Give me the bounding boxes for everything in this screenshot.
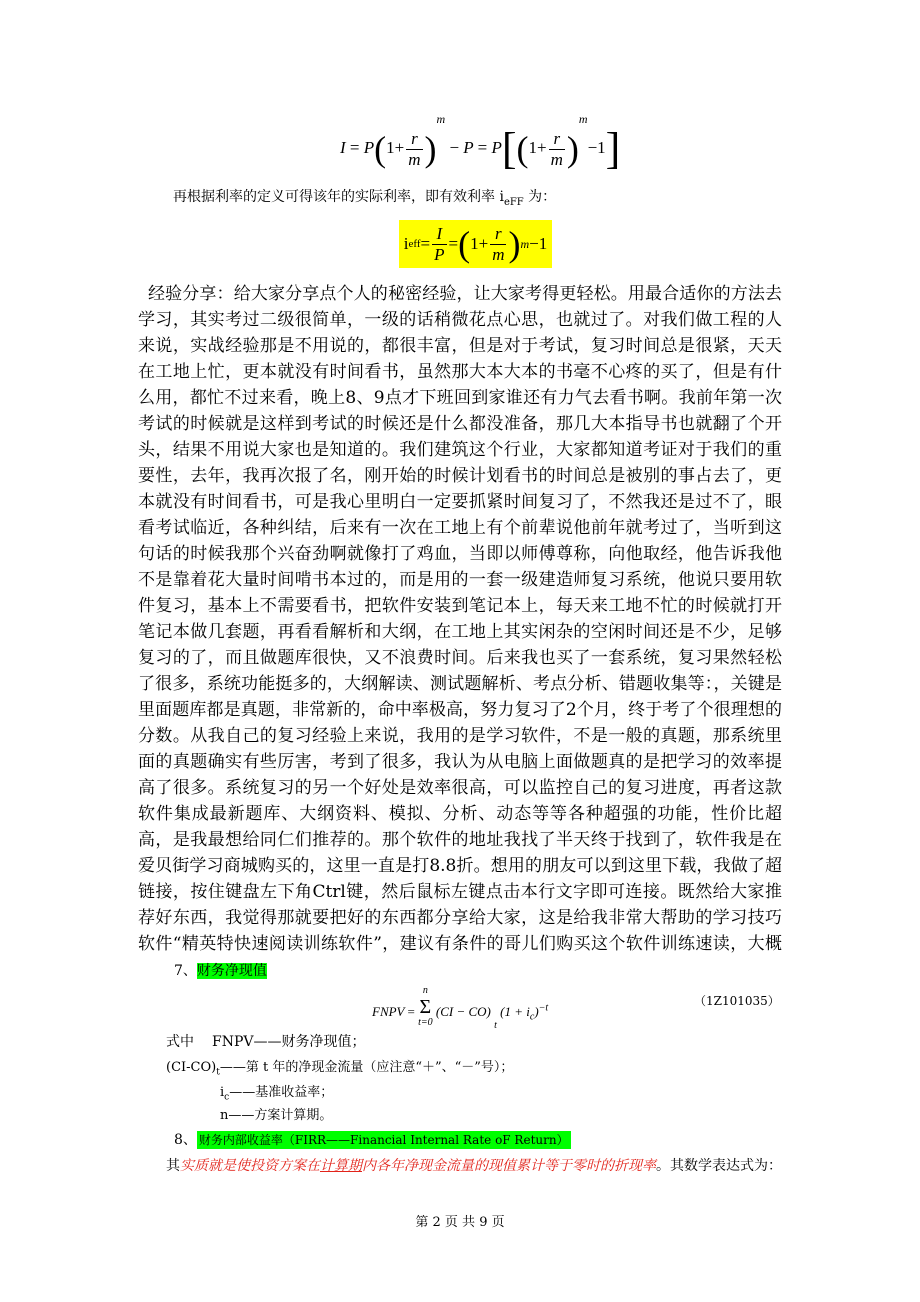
definition-text: FNPV——财务净现值； [212, 1034, 366, 1050]
formula-symbol-p: P [363, 138, 375, 157]
firr-red-text: 内各年净现金流量的现值累计等于零时的折现率 [362, 1158, 656, 1174]
formula-fraction-numerator: r [406, 129, 422, 150]
formula-symbol-fnpv: FNPV [372, 1003, 405, 1019]
firr-red-underlined: 计算期 [320, 1158, 362, 1174]
formula-minus: − [449, 138, 460, 157]
formula-plus: + [537, 138, 547, 157]
firr-end: 。其数学表达式为： [656, 1158, 782, 1174]
formula-symbol-p: P [463, 138, 474, 157]
formula-fraction-denominator: m [550, 149, 563, 169]
interest-formula: I = P(1+ $\frac{r}{m}$ )$^m$ − P = P[(1+ $\frac{r}{m}$ )$^m$−1] [340, 112, 621, 174]
formula-cash-flow: (CI − CO) [435, 1003, 491, 1019]
formula-exponent: m [578, 112, 588, 126]
formula-equals: = [477, 138, 488, 157]
formula-equals: = [420, 234, 431, 253]
formula-plus: + [394, 138, 405, 157]
intro-end: 为： [523, 189, 557, 205]
definition-symbol: (CI-CO) [166, 1060, 217, 1075]
definition-cash-flow [166, 1056, 513, 1078]
formula-subscript-c: c [529, 1011, 535, 1023]
definition-text: ——第 t 年的净现金流量（应注意“＋”、“－”号）； [219, 1060, 514, 1075]
formula-one: 1 [528, 138, 538, 157]
formula-minus-one: −1 [587, 138, 606, 157]
formula-fraction-denominator: m [408, 149, 421, 169]
experience-paragraph: 经验分享：给大家分享点个人的秘密经验，让大家考得更轻松。用最合适你的方法去学习，其实考过二级很简单，一级的话稍微花点心思，也就过了。对我们做工程的人来说，实战经验那是不用说的，都很丰富，但是对于考试，复习时间总是很紧，天天在工地上忙，更本就没有时间看书，虽然那大本大本的书毫不心疼的买了，但是有什么用，都忙不过来看，晚上8、9点才下班回到家谁还有力气去看书啊。我前年第一次考试的时候就是这样到考试的时候还是什么都没准备，那几大本指导书也就翻了个开头，结果不用说大家也是知道的。我们建筑这个行业，大家都知道考证对于我们的重要性，去年，我再次报了名，刚开始的时候计划看书的时间总是被别的事占去了，更本就没有时间看书，可是我心里明白一定要抓紧时间复习了，不然我还是过不了，眼看考试临近，各种纠结，后来有一次在工地上有个前辈说他前年就考过了，当听到这句话的时候我那个兴奋劲啊就像打了鸡血，当即以师傅尊称，向他取经，他告诉我他不是靠着花大量时间啃书本过的，而是用的一套一级建造师复习系统，他说只要用软件复习，基本上不需要看书，把软件安装到笔记本上，每天来工地不忙的时候就打开笔记本做几套题，再看看解析和大纲，在工地上其实闲杂的空闲时间还是不少，足够复习的了，而且做题库很快，又不浪费时间。后来我也买了一套系统，复习果然轻松了很多，系统功能挺多的，大纲解读、测试题解析、考点分析、错题收集等：，关键是里面题库都是真题，非常新的，命中率极高，努力复习了2个月，终于考了个很理想的分数。从我自己的复习经验上来说，我用的是学习软件，不是一般的真题，那系统里面的真题确实有些厉害，考到了很多，我认为从电脑上面做题真的是把学习的效率提高了很多。系统复习的另一个好处是效率很高，可以监控自己的复习进度，再者这款软件集成最新题库、大纲资料、模拟、分析、动态等等各种超强的功能，性价比超高，是我最想给同仁们推荐的。那个软件的地址我找了半天终于找到了，软件我是在爱贝街学习商城购买的，这里一直是打8.8折。想用的朋友可以到这里下载，我做了超链接，按住键盘左下角Ctrl键，然后鼠标左键点击本行文字即可连接。既然给大家推荐好东西，我觉得那就要把好的东西都分享给大家，这是给我非常大帮助的学习技巧软件“精英特快速阅读训练软件”，建议有条件的哥儿们购买这个软件训练速读，大概 [138, 284, 782, 953]
formula-exponent: m [520, 236, 530, 251]
formula-paren-close: ) [534, 1003, 539, 1019]
definition-ic [220, 1081, 333, 1103]
definition-text: n——方案计算期。 [220, 1108, 333, 1123]
formula-equals: = [349, 138, 360, 157]
formula-one: 1 [470, 234, 479, 253]
formula-fraction-denominator: P [434, 244, 445, 264]
firr-red-text: 实质就是使投资方案在 [180, 1158, 320, 1174]
formula-equals: = [407, 1003, 415, 1019]
section-title: 财务净现值 [196, 963, 267, 979]
fnpv-formula [372, 985, 549, 1031]
intro-line [173, 186, 556, 208]
formula-fraction-numerator: I [432, 224, 446, 245]
formula-exponent: m [436, 112, 446, 126]
definition-fnpv [166, 1031, 366, 1051]
definition-lead: 式中 [166, 1034, 194, 1050]
section-number: 8、 [174, 1132, 197, 1148]
sum-upper-limit: n [422, 985, 428, 996]
intro-subscript: eFF [503, 196, 524, 208]
definition-subscript: c [224, 1092, 230, 1103]
section-number: 7、 [174, 963, 197, 979]
formula-subscript-t: t [494, 1019, 497, 1031]
definition-text: ——基准收益率； [229, 1085, 334, 1100]
definition-subscript: t [216, 1067, 220, 1078]
formula-fraction-denominator: m [492, 244, 505, 264]
formula-symbol-p: P [491, 138, 502, 157]
firr-start: 其 [166, 1158, 180, 1174]
definition-n [220, 1104, 332, 1123]
formula-subscript-eff: eff [408, 238, 421, 250]
formula-equals: = [448, 234, 459, 253]
formula-symbol-i: i [403, 234, 409, 253]
definition-symbol: i [220, 1085, 225, 1100]
formula-minus-one: −1 [529, 234, 548, 253]
formula-one: 1 [386, 138, 395, 157]
page-footer: 第 2 页 共 9 页 [415, 1215, 505, 1230]
formula-code: （1Z101035） [694, 994, 780, 1008]
formula-symbol-i: I [340, 138, 346, 157]
firr-definition-line [166, 1155, 782, 1175]
section-title: 财务内部收益率（FIRR——Financial Internal Rate oF Return） [198, 1133, 569, 1147]
formula-plus: + [478, 234, 489, 253]
formula-exponent: −t [538, 1002, 549, 1014]
intro-text: 再根据利率的定义可得该年的实际利率，即有效利率 i [173, 189, 504, 205]
section-7-heading [174, 960, 267, 980]
sum-symbol: Σ [419, 996, 432, 1018]
section-8-heading [174, 1129, 571, 1149]
effective-rate-formula: i eff = $\frac{I}{P}$ = ( 1 + $\frac{r}{m}$ ) m −1 [399, 220, 552, 268]
formula-discount-factor: (1 + i [500, 1003, 530, 1019]
formula-fraction-numerator: r [490, 224, 506, 245]
formula-fraction-numerator: r [549, 129, 565, 150]
sum-lower-limit: t=0 [418, 1017, 433, 1028]
